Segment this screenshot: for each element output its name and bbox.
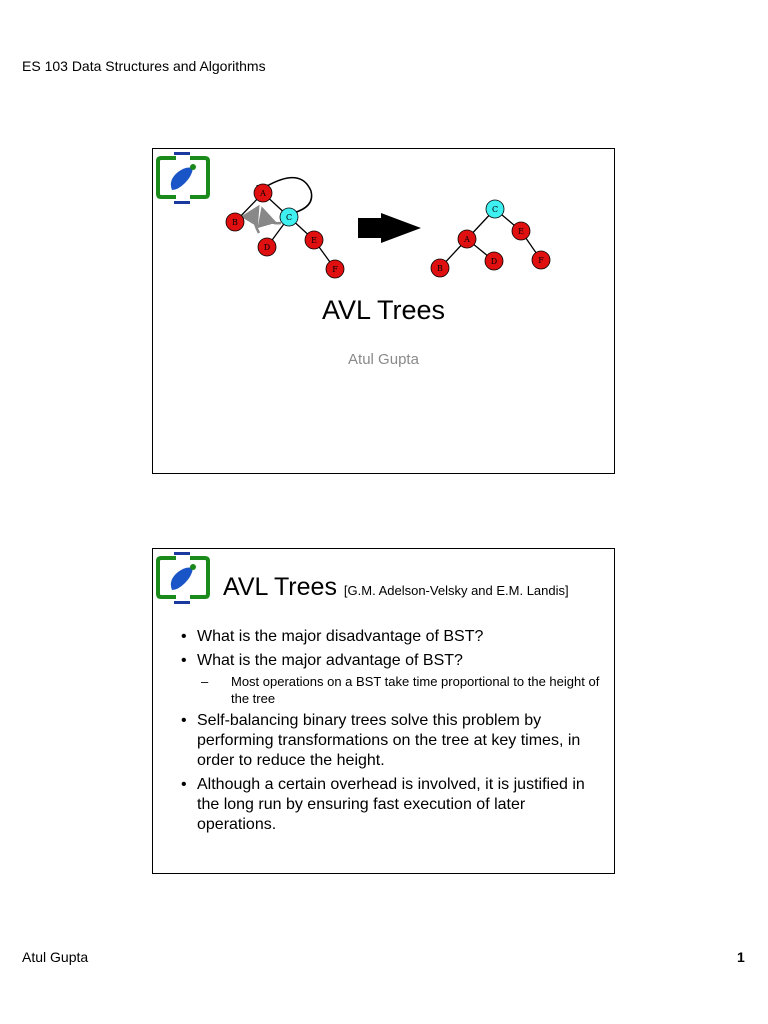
svg-text:A: A bbox=[464, 235, 470, 244]
tree-node bbox=[305, 231, 323, 249]
page-number: 1 bbox=[737, 949, 745, 965]
rotation-diagram bbox=[223, 173, 563, 285]
slide-citation: [G.M. Adelson-Velsky and E.M. Landis] bbox=[343, 583, 569, 598]
sub-bullet-text: Most operations on a BST take time proportional to the height of the tree bbox=[231, 674, 600, 706]
slide-1 bbox=[152, 148, 615, 474]
svg-text:C: C bbox=[285, 213, 293, 222]
course-logo-icon bbox=[156, 152, 210, 204]
bullet-text: What is the major advantage of BST? bbox=[197, 652, 463, 669]
tree-node bbox=[226, 213, 244, 231]
tree-node bbox=[458, 230, 476, 248]
bullet-item bbox=[181, 627, 601, 647]
sub-bullet-item bbox=[197, 673, 601, 707]
bullet-list bbox=[181, 627, 601, 839]
tree-node bbox=[512, 222, 530, 240]
svg-text:D: D bbox=[263, 243, 271, 252]
svg-text:E: E bbox=[311, 236, 317, 245]
bullet-text: Although a certain overhead is involved, it is justified in the long run by ensuring fast execution of later operations. bbox=[197, 776, 585, 833]
svg-text:C: C bbox=[491, 205, 499, 214]
svg-text:B: B bbox=[437, 264, 443, 273]
page-header: ES 103 Data Structures and Algorithms bbox=[22, 58, 266, 74]
tree-node bbox=[486, 200, 504, 218]
bullet-item bbox=[181, 711, 601, 771]
slide-title bbox=[223, 573, 569, 602]
tree-node bbox=[258, 238, 276, 256]
bullet-icon: • bbox=[181, 652, 187, 669]
svg-text:F: F bbox=[538, 256, 544, 265]
svg-text:B: B bbox=[232, 218, 238, 227]
course-logo-icon bbox=[156, 552, 210, 604]
tree-node bbox=[280, 208, 298, 226]
bullet-text: What is the major disadvantage of BST? bbox=[197, 628, 484, 645]
svg-text:D: D bbox=[490, 257, 498, 266]
svg-text:E: E bbox=[518, 227, 524, 236]
bullet-text: Self-balancing binary trees solve this problem by performing transformations on the tree at key times, in order to reduce the height. bbox=[197, 712, 581, 769]
bullet-icon: • bbox=[181, 776, 187, 793]
bullet-icon: • bbox=[181, 712, 187, 729]
tree-node bbox=[532, 251, 550, 269]
footer-author: Atul Gupta bbox=[22, 949, 89, 965]
slide-title-text: AVL Trees bbox=[223, 573, 337, 601]
tree-node bbox=[485, 252, 503, 270]
slide-title: AVL Trees bbox=[321, 295, 446, 325]
tree-node bbox=[431, 259, 449, 277]
dash-icon: – bbox=[201, 674, 209, 689]
bullet-icon: • bbox=[181, 628, 187, 645]
tree-node bbox=[326, 260, 344, 278]
bullet-item bbox=[181, 651, 601, 707]
slide-subtitle: Atul Gupta bbox=[348, 351, 419, 368]
tree-node bbox=[254, 184, 272, 202]
transform-arrow-icon bbox=[358, 213, 421, 243]
sub-bullet-list bbox=[197, 673, 601, 707]
bullet-item bbox=[181, 775, 601, 835]
slide-2 bbox=[152, 548, 615, 874]
svg-text:A: A bbox=[260, 189, 266, 198]
svg-text:F: F bbox=[332, 265, 338, 274]
tree-before bbox=[235, 193, 335, 269]
